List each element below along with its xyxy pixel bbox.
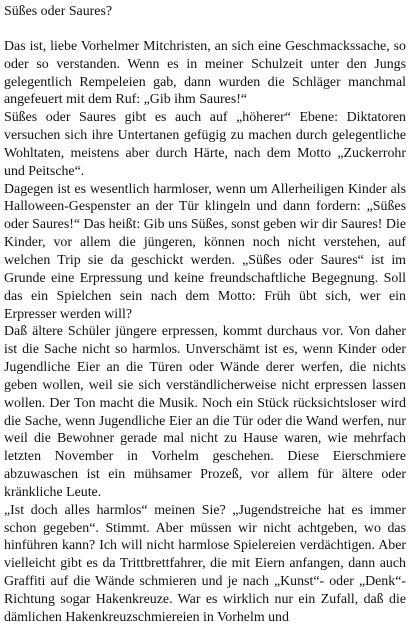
paragraph-3: Dagegen ist es wesentlich harmloser, wenn um Allerheiligen Kinder als Halloween-Gespenster an der Tür klingeln und dann fordern: „Süßes oder Saures!“ Das heißt: Gib uns Süßes, sonst geben wir dir Saures! Die Kinder, vor allem die jüngeren, können noch nicht verstehen, auf welchen Trip sie da geschickt werden. „Süßes oder Saures“ ist im Grunde eine Erpressung und keine freundschaftliche Begegnung. Soll das ein Spielchen sein nach dem Motto: Früh übt sich, wer ein Erpresser werden will? [4, 181, 406, 322]
paragraph-5: „Ist doch alles harmlos“ meinen Sie? „Jugendstreiche hat es immer schon gegeben“. Stimmt. Aber müssen wir nicht achtgeben, wo das hinführen kann? Ich will nicht harmlose Spielereien verdächtigen. Aber vielleicht gibt es da Trittbrettfahrer, die mit Eiern anfangen, dann auch Graffiti auf die Wände schmieren und je nach „Kunst“- oder „Denk“-Richtung sogar Hakenkreuze. War es wirklich nur ein Zufall, daß die dämlichen Hakenkreuzschmiereien in Vorhelm und [4, 502, 406, 625]
document-title: Süßes oder Saures? [4, 4, 113, 19]
paragraph-1: Das ist, liebe Vorhelmer Mitchristen, an sich eine Geschmackssache, so oder so verstanden. Wenn es in meiner Schulzeit unter den Jungs gelegentlich Rempeleien gab, dann wurden die Schläger manchmal angefeuert mit dem Ruf: „Gib ihm Saures!“ [4, 38, 406, 108]
paragraph-2: Süßes oder Saures gibt es auch auf „höherer“ Ebene: Diktatoren versuchen sich ihre Untertanen gefügig zu machen durch gelegentliche Wohltaten, meistens aber durch Härte, nach dem Motto „Zuckerrohr und Peitsche“. [4, 110, 406, 179]
paragraph-4: Daß ältere Schüler jüngere erpressen, kommt durchaus vor. Von daher ist die Sache nicht so harmlos. Unverschämt ist es, wenn Kinder oder Jugendliche Eier an die Türen oder Wände derer werfen, die nichts geben wollen, weil sie sich verständlicherweise nicht erpressen lassen wollen. Der Ton macht die Musik. Noch ein Stück rücksichtsloser wird die Sache, wenn Jugendliche Eier an die Tür oder die Wand werfen, nur weil die Bewohner gerade mal nicht zu Hause waren, wie mehrfach letzten November in Vorhelm geschehen. Diese Eierschmiere abzuwaschen ist ein mühsamer Prozeß, vor allem für ältere oder kränkliche Leute. [4, 324, 406, 500]
